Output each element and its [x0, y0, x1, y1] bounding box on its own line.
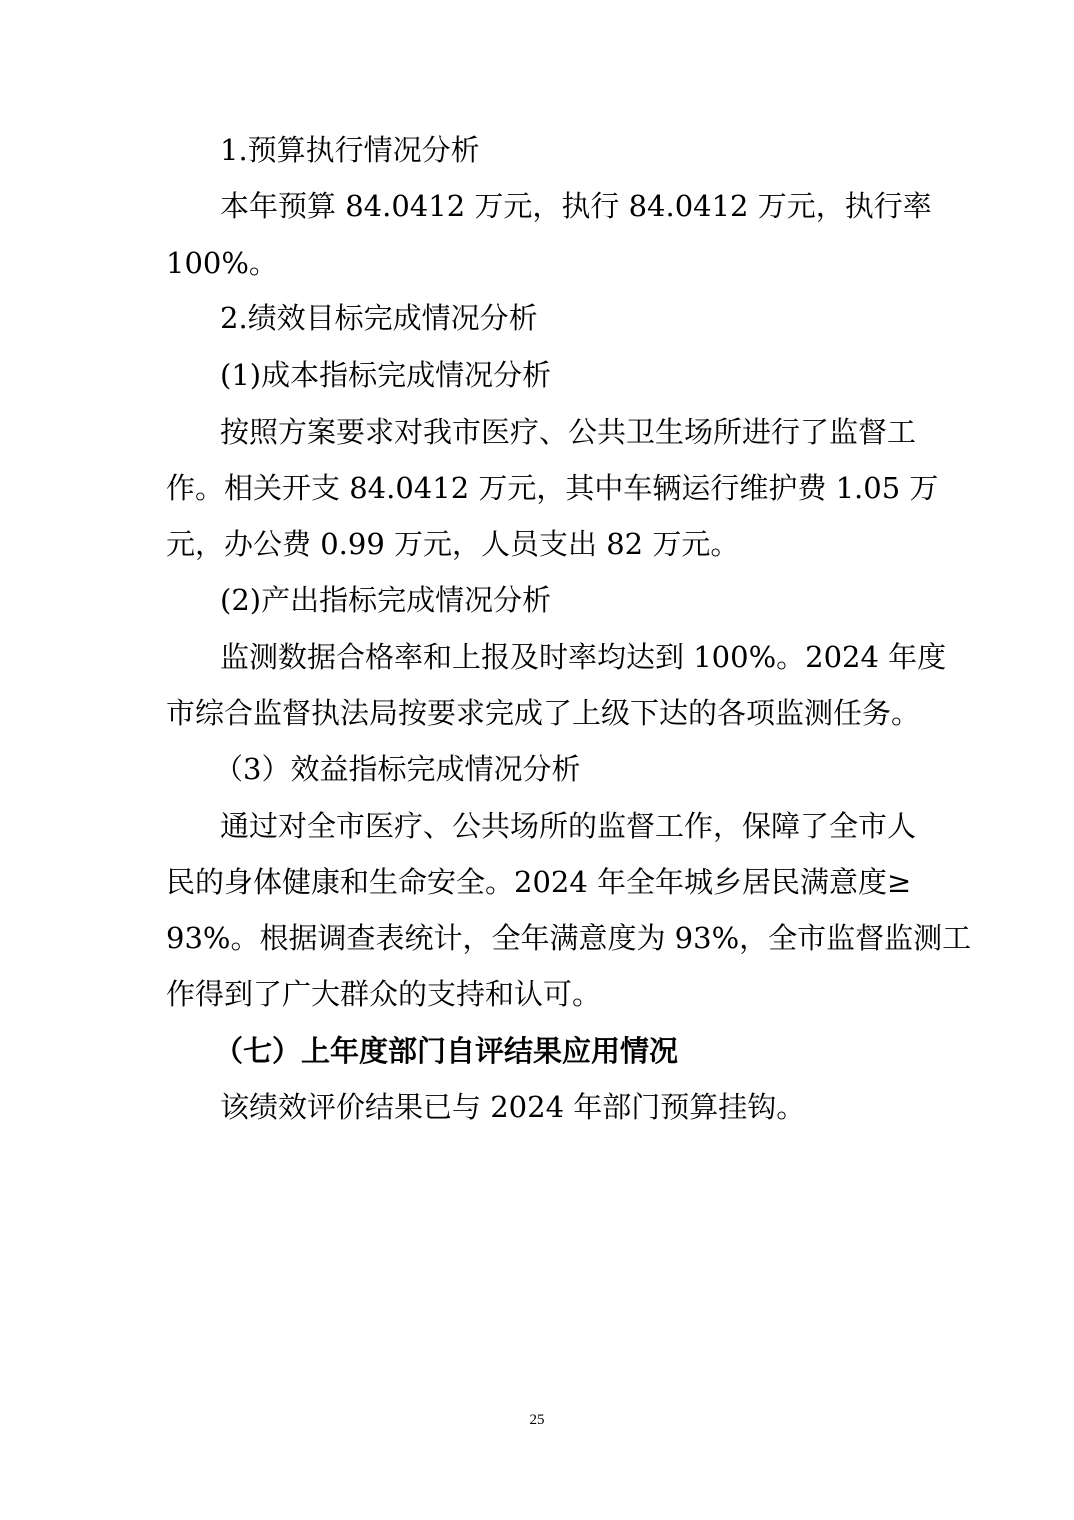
paragraph-line: 作得到了广大群众的支持和认可。: [166, 977, 602, 1011]
paragraph-line: 该绩效评价结果已与 2024 年部门预算挂钩。: [220, 1090, 806, 1124]
paragraph-line: 元，办公费 0.99 万元，人员支出 82 万元。: [166, 527, 740, 561]
subheading-cost-indicators: (1)成本指标完成情况分析: [220, 358, 552, 392]
paragraph-line: 按照方案要求对我市医疗、公共卫生场所进行了监督工: [220, 415, 917, 449]
paragraph-line: 民的身体健康和生命安全。2024 年全年城乡居民满意度≥: [166, 865, 912, 899]
paragraph-line: 作。相关开支 84.0412 万元，其中车辆运行维护费 1.05 万: [166, 471, 939, 505]
paragraph-line: 监测数据合格率和上报及时率均达到 100%。2024 年度: [220, 640, 947, 674]
paragraph-line: 93%。根据调查表统计，全年满意度为 93%，全市监督监测工: [166, 921, 972, 955]
subheading-output-indicators: (2)产出指标完成情况分析: [220, 583, 552, 617]
heading-performance-goals: 2.绩效目标完成情况分析: [220, 301, 538, 335]
heading-budget-execution: 1.预算执行情况分析: [220, 133, 480, 167]
paragraph-line: 100%。: [166, 246, 278, 280]
section-heading-self-evaluation: （七）上年度部门自评结果应用情况: [214, 1034, 679, 1068]
paragraph-line: 通过对全市医疗、公共场所的监督工作，保障了全市人: [220, 809, 917, 843]
paragraph-line: 本年预算 84.0412 万元，执行 84.0412 万元，执行率: [220, 189, 932, 223]
page-number: 25: [529, 1412, 545, 1428]
paragraph-line: 市综合监督执法局按要求完成了上级下达的各项监测任务。: [166, 696, 921, 730]
subheading-benefit-indicators: （3）效益指标完成情况分析: [214, 752, 581, 786]
